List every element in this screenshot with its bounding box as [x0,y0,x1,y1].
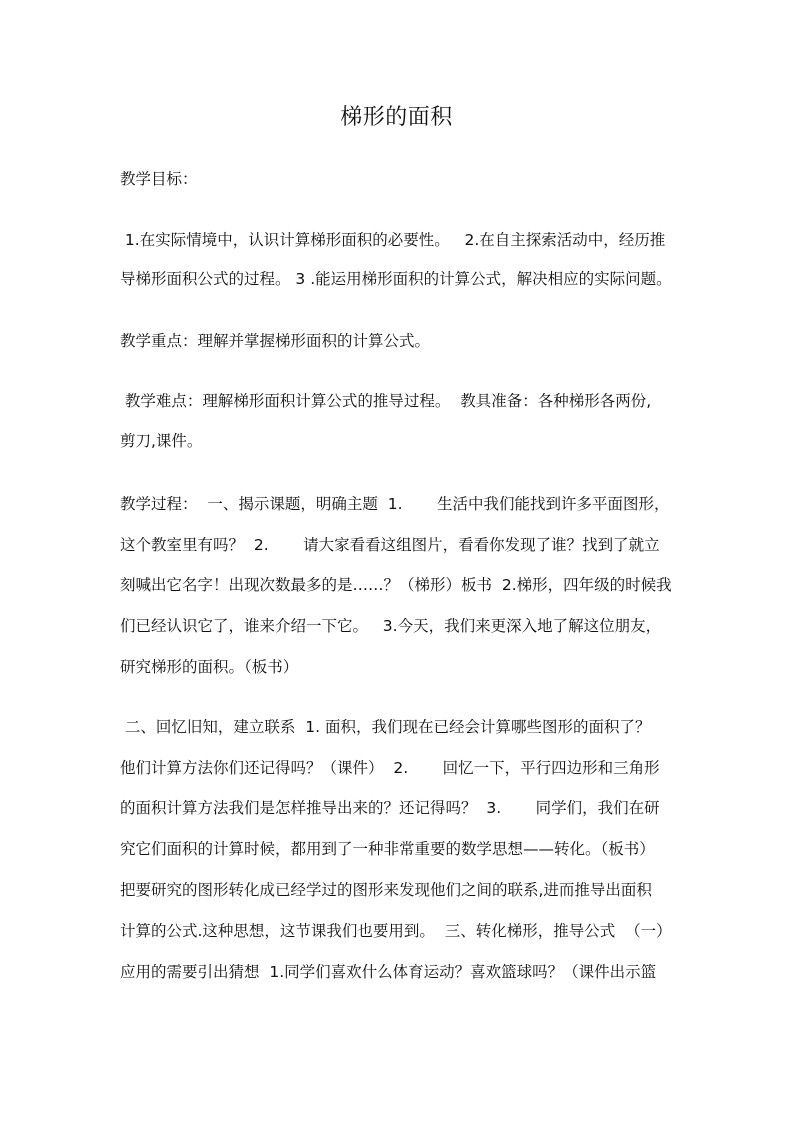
document-title: 梯形的面积 [340,105,453,130]
paragraph-line: 计算的公式.这种思想，这节课我们也要用到。 三、转化梯形，推导公式 （一） [120,922,672,940]
paragraph-line: 的面积计算方法我们是怎样推导出来的？还记得吗？ 3. 同学们，我们在研 [120,799,660,817]
section-key-points: 教学重点：理解并掌握梯形面积的计算公式。 [120,332,431,350]
section-difficulties: 教学难点：理解梯形面积计算公式的推导过程。 教具准备：各种梯形各两份, [120,392,652,410]
section-review: 二、回忆旧知，建立联系 1. 面积，我们现在已经会计算哪些图形的面积了？ [120,718,651,736]
paragraph-line: 刻喊出它名字！出现次数最多的是……？（梯形）板书 2.梯形，四年级的时候我 [120,576,672,594]
paragraph-line: 他们计算方法你们还记得吗？（课件） 2. 回忆一下，平行四边形和三角形 [120,759,660,777]
paragraph-line: 究它们面积的计算时候，都用到了一种非常重要的数学思想——转化。（板书） [120,840,655,858]
paragraph-line: 这个教室里有吗？ 2. 请大家看看这组图片，看看你发现了谁？找到了就立 [120,536,660,554]
paragraph-line: 导梯形面积公式的过程。 3 .能运用梯形面积的计算公式，解决相应的实际问题。 [120,270,672,288]
paragraph-line: 把要研究的图形转化成已经学过的图形来发现他们之间的联系,进而推导出面积 [120,881,652,899]
paragraph-line: 应用的需要引出猜想 1.同学们喜欢什么体育运动？喜欢篮球吗？（课件出示篮 [120,963,657,981]
section-objectives-heading: 教学目标： [120,170,198,188]
paragraph-line: 们已经认识它了，谁来介绍一下它。 3.今天，我们来更深入地了解这位朋友， [120,617,662,635]
paragraph-line: 剪刀,课件。 [120,432,203,450]
paragraph-line: 1.在实际情境中，认识计算梯形面积的必要性。 2.在自主探索活动中，经历推 [120,231,666,249]
paragraph-line: 研究梯形的面积。（板书） [120,658,299,676]
section-process: 教学过程： 一、揭示课题，明确主题 1. 生活中我们能找到许多平面图形， [120,495,670,513]
